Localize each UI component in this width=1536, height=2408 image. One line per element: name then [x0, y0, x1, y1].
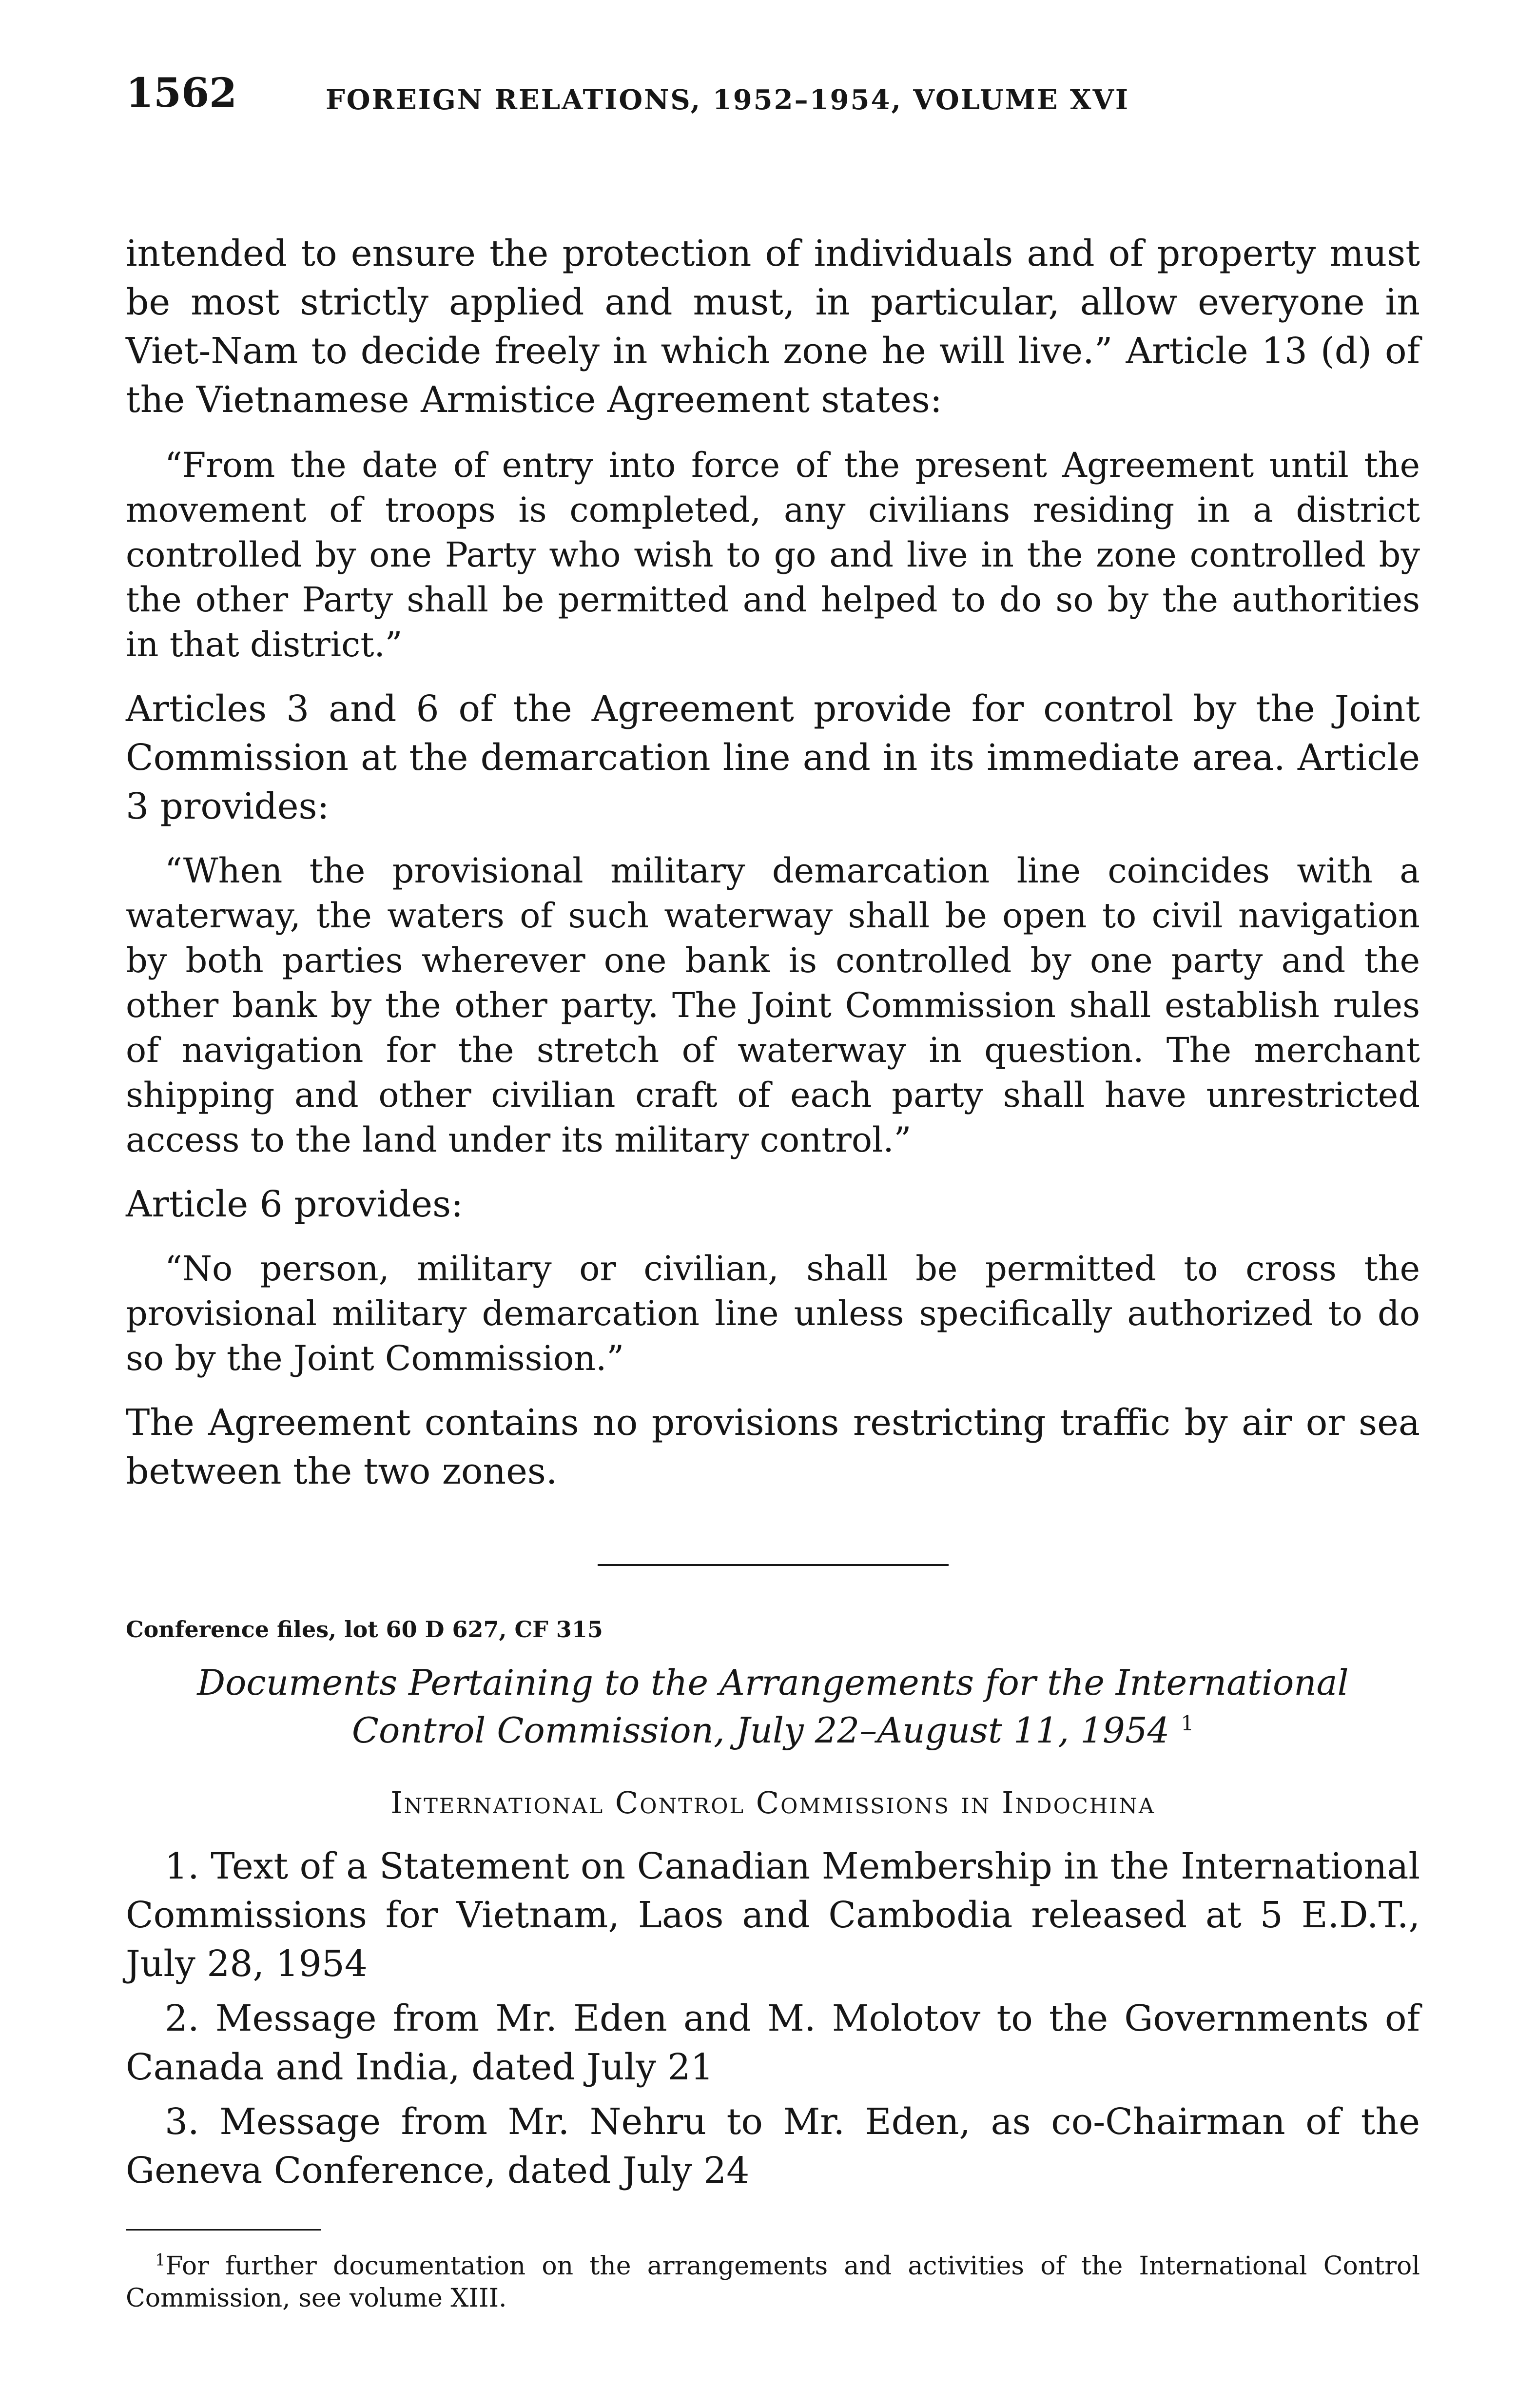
page-header [126, 70, 1420, 122]
section-heading: International Control Commissions in Indochina [390, 1785, 1155, 1821]
document-title [126, 1659, 1420, 1754]
document-title-line-2: Control Commission, July 22–August 11, 1954 [351, 1710, 1170, 1751]
page [126, 70, 1420, 2314]
file-note: Conference files, lot 60 D 627, CF 315 [126, 1616, 603, 1643]
page-number: 1562 [126, 70, 237, 117]
quote-article-3: “When the provisional military demarcation line coincides with a waterway, the waters of such waterway shall be open to civil navigation by both parties wherever one bank is controlled by one party and the other bank by the other party. The Joint Commission shall establish rules of navigation for the stretch of waterway in question. The merchant shipping and other civilian craft of each party shall have unrestricted access to the land under its military control.” [126, 851, 1420, 1160]
footnote [126, 2250, 1420, 2314]
footnote-rule [126, 2229, 321, 2231]
paragraph-3: Article 6 provides: [126, 1183, 464, 1225]
list-item-2: 2. Message from Mr. Eden and M. Molotov to the Governments of Canada and India, dated July 21 [126, 1997, 1420, 2088]
title-footnote-mark: 1 [1181, 1711, 1194, 1735]
document-list [126, 1842, 1420, 2195]
list-item-1: 1. Text of a Statement on Canadian Membership in the International Commissions for Vietnam, Laos and Cambodia released at 5 E.D.T., July 28, 1954 [126, 1845, 1420, 1985]
footnote-mark: 1 [155, 2250, 166, 2270]
quote-article-6: “No person, military or civilian, shall be permitted to cross the provisional military demarcation line unless specifically authorized to do so by the Joint Commission.” [126, 1249, 1420, 1378]
list-item-3: 3. Message from Mr. Nehru to Mr. Eden, as co-Chairman of the Geneva Conference, dated July 24 [126, 2101, 1420, 2192]
footnote-text: For further documentation on the arrangements and activities of the International Control Commission, see volume XIII. [126, 2251, 1420, 2313]
running-head: FOREIGN RELATIONS, 1952–1954, VOLUME XVI [326, 84, 1130, 116]
section-divider [598, 1564, 949, 1566]
paragraph-4: The Agreement contains no provisions restricting traffic by air or sea between the two zones. [126, 1402, 1420, 1492]
paragraph-1: intended to ensure the protection of individuals and of property must be most strictly applied and must, in particular, allow everyone in Viet-Nam to decide freely in which zone he will live.” Article 13 (d) of the Vietnamese Armistice Agreement states: [126, 233, 1420, 421]
quote-article-13d: “From the date of entry into force of the present Agreement until the movement of troops is completed, any civilians residing in a district controlled by one Party who wish to go and live in the zone controlled by the other Party shall be permitted and helped to do so by the authorities in that district.” [126, 445, 1420, 665]
paragraph-2: Articles 3 and 6 of the Agreement provide for control by the Joint Commission at the demarcation line and in its immediate area. Article 3 provides: [126, 688, 1420, 827]
document-title-line-1: Documents Pertaining to the Arrangements for the International [197, 1662, 1349, 1703]
